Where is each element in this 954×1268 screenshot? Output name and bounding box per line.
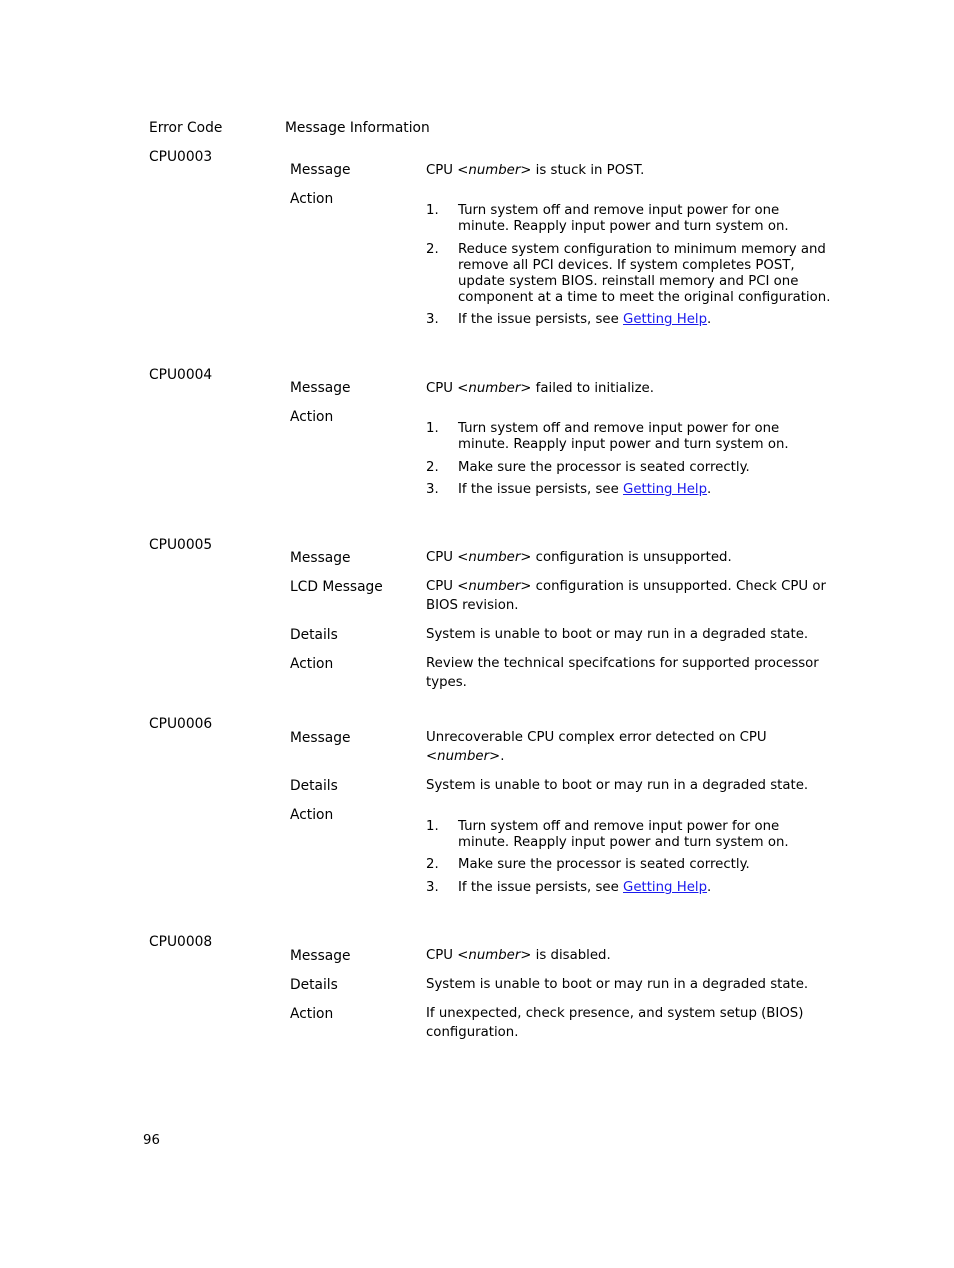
details-label: Details [290, 977, 338, 993]
column-header-message-information: Message Information [285, 120, 430, 136]
error-code-cpu0006: CPU0006 [149, 716, 213, 732]
list-item: Turn system off and remove input power for one minute. Reapply input power and turn system on. [458, 203, 789, 234]
page-number: 96 [143, 1133, 160, 1148]
action-text: Review the technical specifcations for supported processor types. [426, 656, 819, 690]
list-number: 2. [426, 242, 439, 257]
number-placeholder: <number> [426, 749, 501, 764]
list-item: Turn system off and remove input power for one minute. Reapply input power and turn system on. [458, 421, 789, 452]
column-header-error-code: Error Code [149, 120, 223, 136]
message-text: CPU <number> failed to initialize. [426, 381, 654, 396]
getting-help-link[interactable]: Getting Help [623, 482, 708, 497]
details-text: System is unable to boot or may run in a degraded state. [426, 778, 809, 793]
action-text: If unexpected, check presence, and system setup (BIOS) configuration. [426, 1006, 804, 1040]
number-placeholder: <number> [457, 550, 532, 565]
list-item: Make sure the processor is seated correctly. [458, 857, 750, 872]
list-item: If the issue persists, see Getting Help. [458, 880, 712, 895]
error-code-cpu0005: CPU0005 [149, 537, 213, 553]
list-item: Turn system off and remove input power for one minute. Reapply input power and turn system on. [458, 819, 789, 850]
action-label: Action [290, 807, 334, 823]
message-text: CPU <number> is stuck in POST. [426, 163, 645, 178]
message-label: Message [290, 948, 351, 964]
message-label: Message [290, 550, 351, 566]
list-item: Reduce system configuration to minimum memory and remove all PCI devices. If system completes POST, update system BIOS. reinstall memory and PCI one component at a time to meet the original configuration. [458, 242, 831, 305]
list-number: 1. [426, 819, 439, 834]
list-number: 1. [426, 421, 439, 436]
getting-help-link[interactable]: Getting Help [623, 312, 708, 327]
lcd-message-label: LCD Message [290, 579, 383, 595]
action-label: Action [290, 656, 334, 672]
message-text: CPU <number> configuration is unsupported. [426, 550, 732, 565]
error-code-cpu0004: CPU0004 [149, 367, 213, 383]
list-number: 3. [426, 482, 439, 497]
action-label: Action [290, 409, 334, 425]
action-label: Action [290, 1006, 334, 1022]
number-placeholder: <number> [457, 948, 532, 963]
details-label: Details [290, 778, 338, 794]
message-label: Message [290, 380, 351, 396]
lcd-message-text: CPU <number> configuration is unsupported. Check CPU or BIOS revision. [426, 579, 826, 613]
message-text: Unrecoverable CPU complex error detected on CPU <number>. [426, 730, 767, 764]
details-text: System is unable to boot or may run in a degraded state. [426, 627, 809, 642]
list-number: 2. [426, 857, 439, 872]
message-text: CPU <number> is disabled. [426, 948, 611, 963]
details-label: Details [290, 627, 338, 643]
list-number: 3. [426, 880, 439, 895]
error-code-cpu0003: CPU0003 [149, 149, 213, 165]
message-label: Message [290, 162, 351, 178]
error-code-cpu0008: CPU0008 [149, 934, 213, 950]
number-placeholder: <number> [457, 163, 532, 178]
list-number: 3. [426, 312, 439, 327]
number-placeholder: <number> [457, 579, 532, 594]
list-item: Make sure the processor is seated correctly. [458, 460, 750, 475]
list-number: 2. [426, 460, 439, 475]
list-item: If the issue persists, see Getting Help. [458, 482, 712, 497]
list-item: If the issue persists, see Getting Help. [458, 312, 712, 327]
getting-help-link[interactable]: Getting Help [623, 880, 708, 895]
details-text: System is unable to boot or may run in a degraded state. [426, 977, 809, 992]
number-placeholder: <number> [457, 381, 532, 396]
action-label: Action [290, 191, 334, 207]
message-label: Message [290, 730, 351, 746]
list-number: 1. [426, 203, 439, 218]
